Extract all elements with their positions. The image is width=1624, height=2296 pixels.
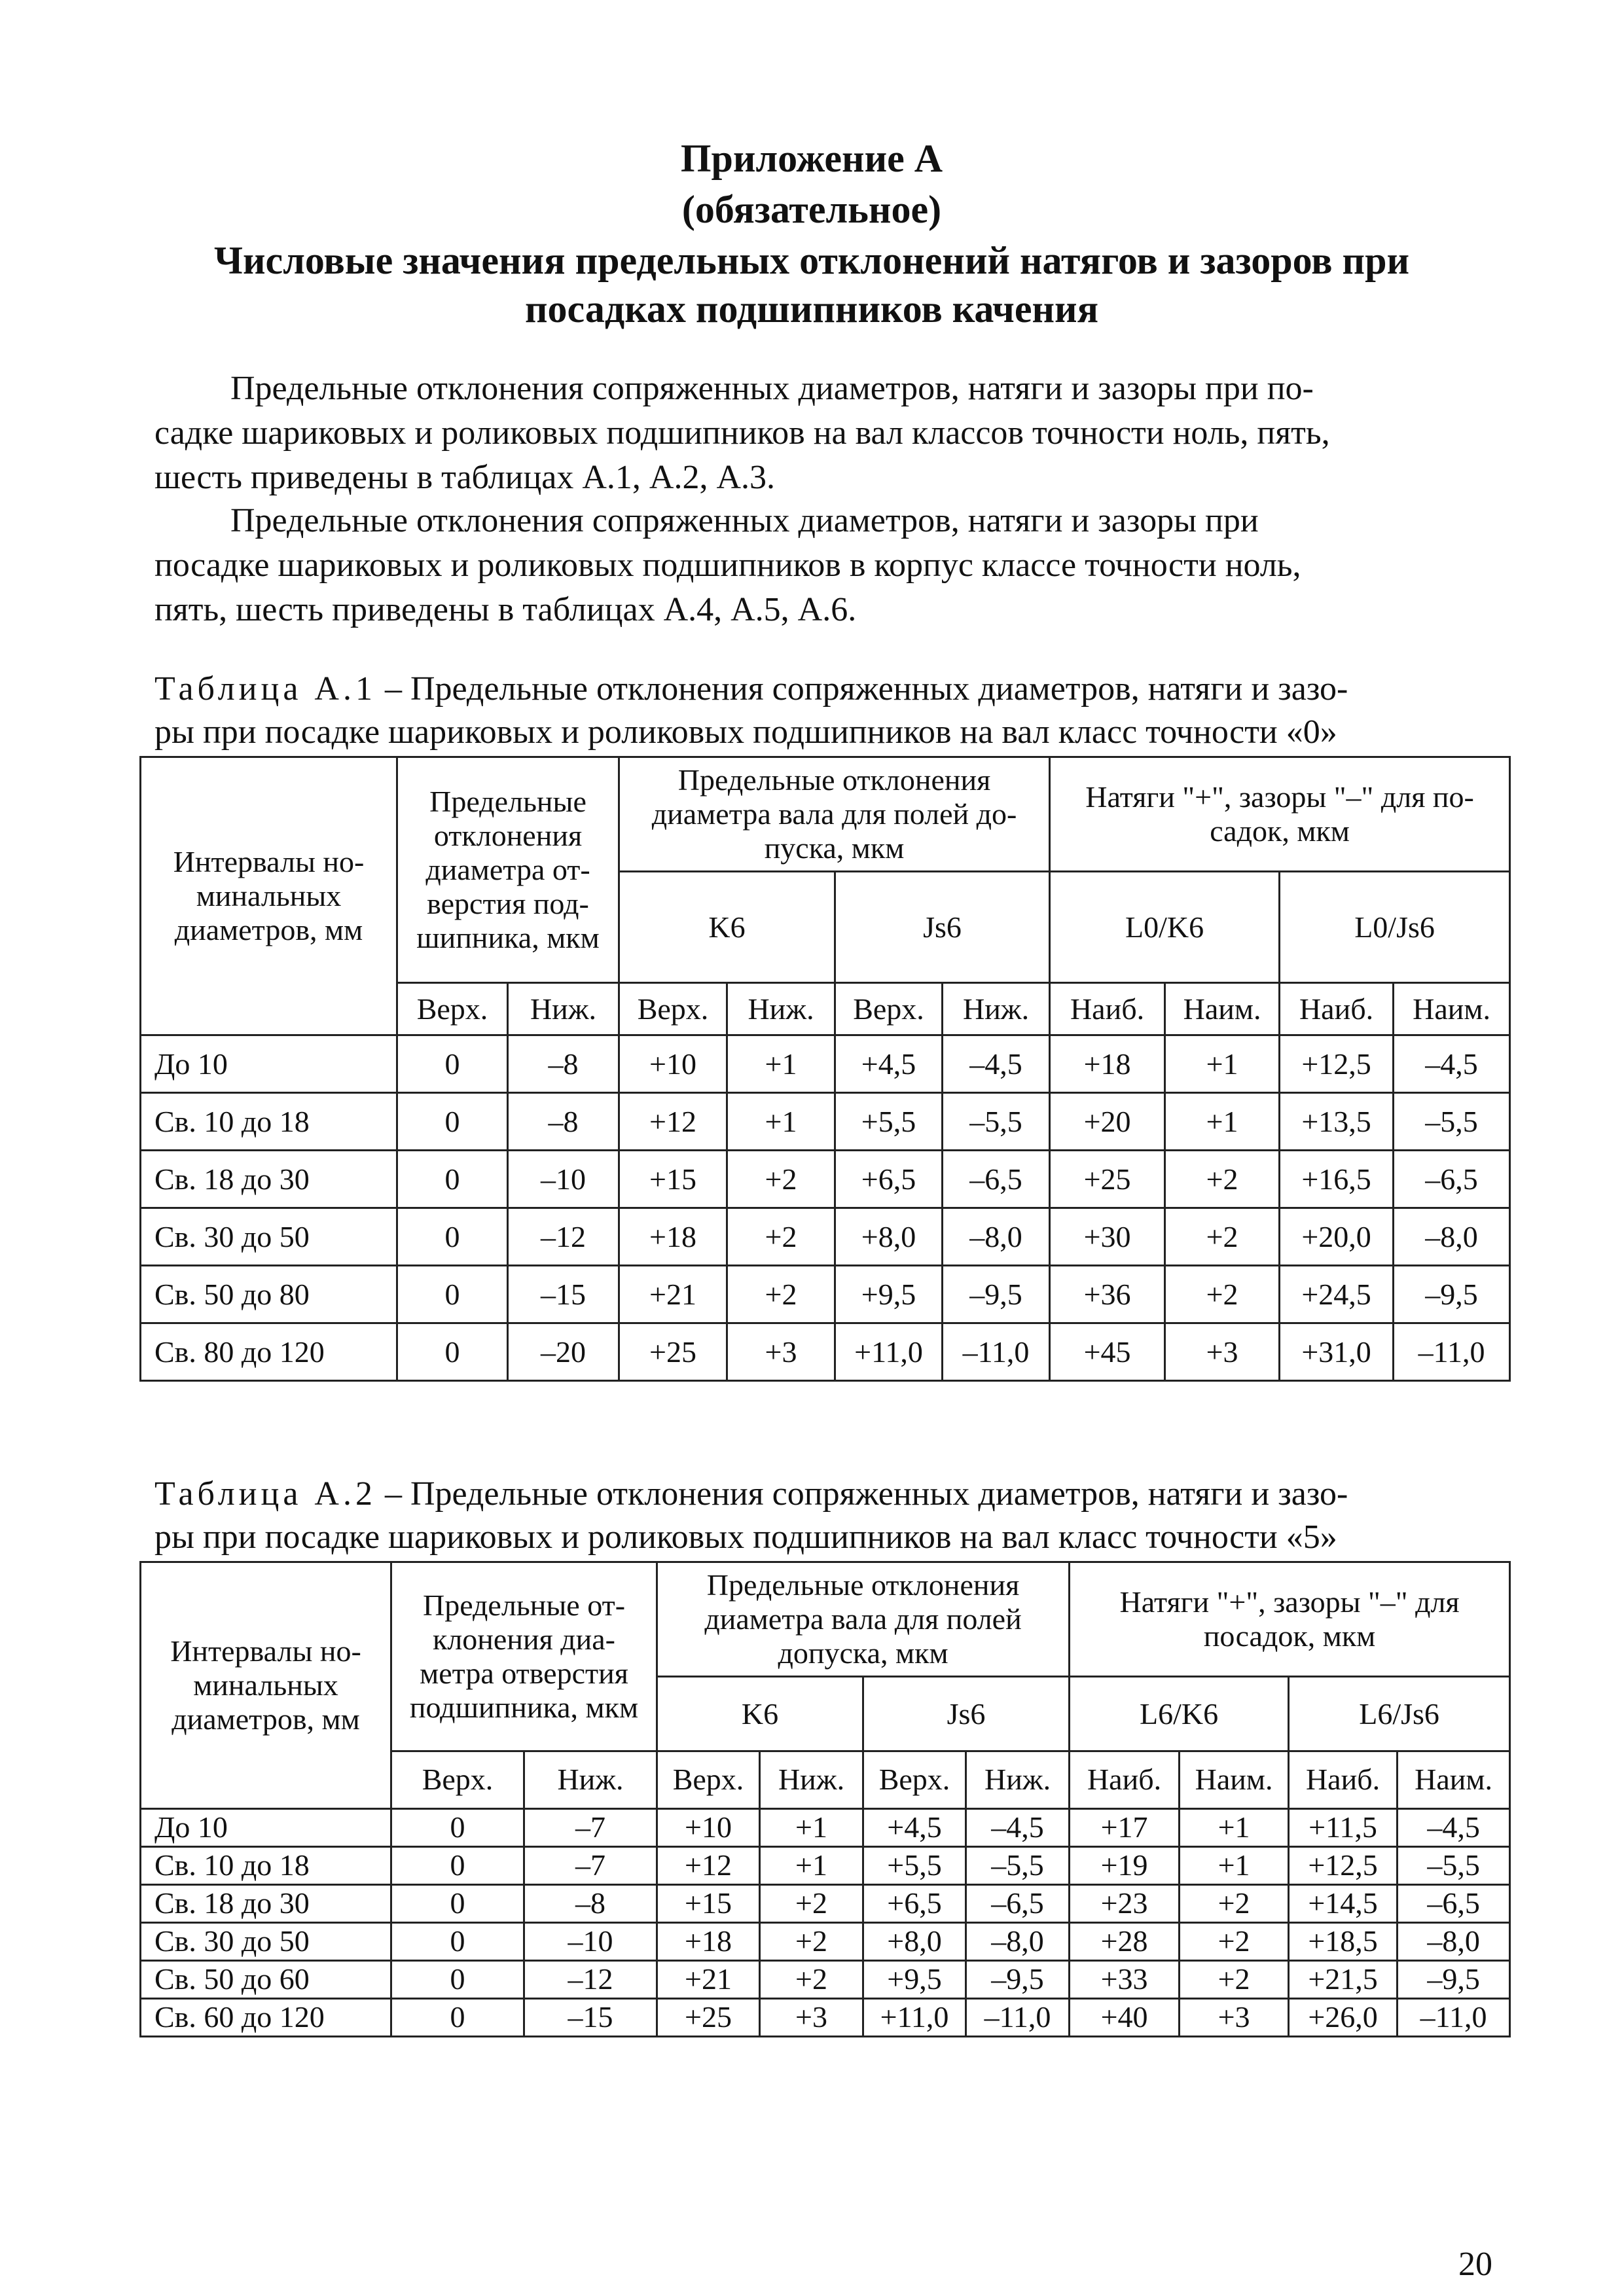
table-2-caption-line-2: ры при посадке шариковых и роликовых подшипников на вал класс точности «5»: [154, 1518, 1337, 1556]
value-cell: +12,5: [1289, 1846, 1398, 1884]
fit-2-header: L0/Js6: [1280, 872, 1510, 983]
value-cell: +25: [657, 1998, 760, 2036]
table-row: [141, 1960, 1510, 1998]
table-1-caption: [154, 668, 1492, 754]
value-cell: +2: [1180, 1884, 1289, 1922]
upper-header: Верх.: [863, 1751, 966, 1808]
value-cell: –11,0: [966, 1998, 1070, 2036]
value-cell: –6,5: [966, 1884, 1070, 1922]
value-cell: +15: [619, 1151, 727, 1208]
value-cell: –11,0: [1394, 1323, 1510, 1381]
value-cell: –8,0: [943, 1208, 1050, 1266]
appendix-heading-line-2: посадках подшипников качения: [524, 287, 1099, 331]
upper-header: Верх.: [835, 983, 943, 1035]
value-cell: +11,5: [1289, 1808, 1398, 1846]
value-cell: +13,5: [1280, 1093, 1394, 1151]
table-1-caption-line-1: [154, 668, 1492, 711]
table-row: [141, 1808, 1510, 1846]
value-cell: +2: [760, 1884, 863, 1922]
value-cell: +2: [1180, 1922, 1289, 1960]
min-header: Наим.: [1394, 983, 1510, 1035]
max-header: Наиб.: [1280, 983, 1394, 1035]
value-cell: +2: [727, 1151, 835, 1208]
value-cell: +2: [727, 1208, 835, 1266]
value-cell: –6,5: [1398, 1884, 1510, 1922]
value-cell: –5,5: [1398, 1846, 1510, 1884]
value-cell: +2: [1180, 1960, 1289, 1998]
paragraph-line: пять, шесть приведены в таблицах А.4, А.5, А.6.: [154, 591, 857, 628]
value-cell: +45: [1050, 1323, 1165, 1381]
table-row: [141, 1884, 1510, 1922]
value-cell: –5,5: [1394, 1093, 1510, 1151]
value-cell: +30: [1050, 1208, 1165, 1266]
value-cell: –6,5: [943, 1151, 1050, 1208]
value-cell: +3: [1180, 1998, 1289, 2036]
value-cell: –5,5: [943, 1093, 1050, 1151]
fit-1-header: L0/K6: [1050, 872, 1280, 983]
value-cell: –4,5: [1394, 1035, 1510, 1093]
value-cell: +21,5: [1289, 1960, 1398, 1998]
value-cell: –6,5: [1394, 1151, 1510, 1208]
value-cell: +21: [619, 1266, 727, 1323]
value-cell: 0: [397, 1266, 508, 1323]
value-cell: –7: [524, 1808, 657, 1846]
js6-header: Js6: [863, 1677, 1070, 1751]
value-cell: 0: [397, 1151, 508, 1208]
value-cell: +18: [1050, 1035, 1165, 1093]
value-cell: +2: [1165, 1208, 1280, 1266]
value-cell: +12,5: [1280, 1035, 1394, 1093]
value-cell: +8,0: [863, 1922, 966, 1960]
value-cell: +1: [1165, 1093, 1280, 1151]
value-cell: +25: [1050, 1151, 1165, 1208]
upper-header: Верх.: [657, 1751, 760, 1808]
table-1: [139, 756, 1511, 1382]
lower-header: Ниж.: [508, 983, 619, 1035]
interval-cell: Св. 30 до 50: [141, 1208, 397, 1266]
value-cell: +26,0: [1289, 1998, 1398, 2036]
interval-cell: Св. 50 до 60: [141, 1960, 391, 1998]
table-row: [141, 1323, 1510, 1381]
value-cell: +2: [727, 1266, 835, 1323]
appendix-title: Приложение А: [680, 137, 943, 180]
value-cell: 0: [391, 1846, 524, 1884]
interval-cell: Св. 30 до 50: [141, 1922, 391, 1960]
value-cell: –8,0: [966, 1922, 1070, 1960]
page-number: 20: [1458, 2246, 1492, 2283]
value-cell: +11,0: [835, 1323, 943, 1381]
value-cell: 0: [397, 1035, 508, 1093]
interval-cell: Св. 18 до 30: [141, 1151, 397, 1208]
intro-paragraph-2: [154, 499, 1492, 632]
appendix-subtitle: (обязательное): [681, 188, 942, 231]
value-cell: +17: [1070, 1808, 1180, 1846]
value-cell: –11,0: [1398, 1998, 1510, 2036]
interval-cell: Св. 80 до 120: [141, 1323, 397, 1381]
value-cell: +31,0: [1280, 1323, 1394, 1381]
value-cell: +5,5: [835, 1093, 943, 1151]
fit-1-header: L6/K6: [1070, 1677, 1289, 1751]
value-cell: –7: [524, 1846, 657, 1884]
table-row: [141, 1093, 1510, 1151]
table-row: [141, 1035, 1510, 1093]
value-cell: +28: [1070, 1922, 1180, 1960]
js6-header: Js6: [835, 872, 1050, 983]
table-2-caption-line-1: [154, 1473, 1492, 1516]
value-cell: –8: [524, 1884, 657, 1922]
value-cell: +3: [1165, 1323, 1280, 1381]
value-cell: +3: [760, 1998, 863, 2036]
value-cell: 0: [397, 1093, 508, 1151]
bore-deviation-header: Предельные отклонения диаметра от-верстия под-шипника, мкм: [397, 757, 619, 983]
table-2-label: Таблица А.2: [154, 1475, 376, 1513]
fit-2-header: L6/Js6: [1289, 1677, 1510, 1751]
value-cell: +1: [1180, 1808, 1289, 1846]
k6-header: K6: [619, 872, 835, 983]
value-cell: +1: [760, 1846, 863, 1884]
value-cell: +33: [1070, 1960, 1180, 1998]
value-cell: +10: [657, 1808, 760, 1846]
value-cell: +3: [727, 1323, 835, 1381]
value-cell: 0: [391, 1884, 524, 1922]
lower-header: Ниж.: [760, 1751, 863, 1808]
lower-header: Ниж.: [966, 1751, 1070, 1808]
value-cell: +16,5: [1280, 1151, 1394, 1208]
interval-cell: Св. 10 до 18: [141, 1093, 397, 1151]
value-cell: 0: [391, 1808, 524, 1846]
table-row: [141, 1266, 1510, 1323]
value-cell: –10: [524, 1922, 657, 1960]
interval-cell: Св. 10 до 18: [141, 1846, 391, 1884]
value-cell: –9,5: [1394, 1266, 1510, 1323]
value-cell: +2: [1165, 1151, 1280, 1208]
value-cell: +21: [657, 1960, 760, 1998]
value-cell: 0: [397, 1323, 508, 1381]
value-cell: –12: [508, 1208, 619, 1266]
table-row: [141, 1846, 1510, 1884]
interval-cell: Св. 18 до 30: [141, 1884, 391, 1922]
interval-cell: До 10: [141, 1808, 391, 1846]
value-cell: –12: [524, 1960, 657, 1998]
value-cell: +15: [657, 1884, 760, 1922]
value-cell: +6,5: [835, 1151, 943, 1208]
value-cell: 0: [391, 1960, 524, 1998]
fits-header: Натяги "+", зазоры "–" для посадок, мкм: [1070, 1562, 1510, 1677]
min-header: Наим.: [1165, 983, 1280, 1035]
table-1-caption-text: – Предельные отклонения сопряженных диаметров, натяги и зазо-: [376, 670, 1348, 708]
shaft-deviation-header: Предельные отклонения диаметра вала для полей допуска, мкм: [657, 1562, 1070, 1677]
value-cell: +25: [619, 1323, 727, 1381]
max-header: Наиб.: [1289, 1751, 1398, 1808]
k6-header: K6: [657, 1677, 863, 1751]
max-header: Наиб.: [1050, 983, 1165, 1035]
table-2-caption: [154, 1473, 1492, 1559]
table-2-caption-text: – Предельные отклонения сопряженных диаметров, натяги и зазо-: [376, 1475, 1348, 1513]
value-cell: +1: [1180, 1846, 1289, 1884]
value-cell: +18: [619, 1208, 727, 1266]
appendix-heading-line-1: Числовые значения предельных отклонений натягов и зазоров при: [213, 239, 1410, 282]
value-cell: –4,5: [1398, 1808, 1510, 1846]
table-row: [141, 1922, 1510, 1960]
value-cell: +2: [1165, 1266, 1280, 1323]
value-cell: –8: [508, 1093, 619, 1151]
value-cell: –20: [508, 1323, 619, 1381]
value-cell: +24,5: [1280, 1266, 1394, 1323]
table-row: [141, 1998, 1510, 2036]
lower-header: Ниж.: [727, 983, 835, 1035]
interval-cell: Св. 60 до 120: [141, 1998, 391, 2036]
intro-paragraph-1: [154, 367, 1492, 500]
value-cell: –9,5: [966, 1960, 1070, 1998]
value-cell: +1: [1165, 1035, 1280, 1093]
value-cell: +12: [657, 1846, 760, 1884]
table-2-body: [141, 1808, 1510, 2036]
table-1-label: Таблица А.1: [154, 670, 376, 708]
value-cell: +2: [760, 1922, 863, 1960]
value-cell: +8,0: [835, 1208, 943, 1266]
interval-cell: До 10: [141, 1035, 397, 1093]
table-1-caption-line-2: ры при посадке шариковых и роликовых подшипников на вал класс точности «0»: [154, 713, 1337, 751]
value-cell: +1: [760, 1808, 863, 1846]
value-cell: –15: [524, 1998, 657, 2036]
value-cell: +19: [1070, 1846, 1180, 1884]
value-cell: +1: [727, 1093, 835, 1151]
value-cell: +6,5: [863, 1884, 966, 1922]
value-cell: +18,5: [1289, 1922, 1398, 1960]
value-cell: +36: [1050, 1266, 1165, 1323]
bore-deviation-header: Предельные от-клонения диа-метра отверстия подшипника, мкм: [391, 1562, 657, 1751]
interval-header: Интервалы но-минальных диаметров, мм: [141, 1562, 391, 1809]
table-row: [141, 1151, 1510, 1208]
value-cell: –10: [508, 1151, 619, 1208]
paragraph-line: Предельные отклонения сопряженных диаметров, натяги и зазоры при: [230, 502, 1259, 539]
table-2: [139, 1561, 1511, 2037]
value-cell: +11,0: [863, 1998, 966, 2036]
value-cell: +14,5: [1289, 1884, 1398, 1922]
table-1-body: [141, 1035, 1510, 1381]
lower-header: Ниж.: [943, 983, 1050, 1035]
interval-cell: Св. 50 до 80: [141, 1266, 397, 1323]
value-cell: –8,0: [1394, 1208, 1510, 1266]
upper-header: Верх.: [391, 1751, 524, 1808]
value-cell: –9,5: [1398, 1960, 1510, 1998]
max-header: Наиб.: [1070, 1751, 1180, 1808]
value-cell: +20: [1050, 1093, 1165, 1151]
paragraph-line: посадке шариковых и роликовых подшипников в корпус классе точности ноль,: [154, 547, 1301, 584]
min-header: Наим.: [1398, 1751, 1510, 1808]
value-cell: +20,0: [1280, 1208, 1394, 1266]
value-cell: –9,5: [943, 1266, 1050, 1323]
value-cell: +5,5: [863, 1846, 966, 1884]
fits-header: Натяги "+", зазоры "–" для по-садок, мкм: [1050, 757, 1510, 872]
shaft-deviation-header: Предельные отклонения диаметра вала для полей до-пуска, мкм: [619, 757, 1050, 872]
paragraph-line: Предельные отклонения сопряженных диаметров, натяги и зазоры при по-: [230, 370, 1314, 407]
value-cell: +9,5: [835, 1266, 943, 1323]
value-cell: +18: [657, 1922, 760, 1960]
value-cell: +4,5: [863, 1808, 966, 1846]
value-cell: +10: [619, 1035, 727, 1093]
value-cell: –8,0: [1398, 1922, 1510, 1960]
lower-header: Ниж.: [524, 1751, 657, 1808]
value-cell: +1: [727, 1035, 835, 1093]
value-cell: –4,5: [966, 1808, 1070, 1846]
value-cell: +4,5: [835, 1035, 943, 1093]
value-cell: +40: [1070, 1998, 1180, 2036]
value-cell: –5,5: [966, 1846, 1070, 1884]
value-cell: –15: [508, 1266, 619, 1323]
value-cell: +12: [619, 1093, 727, 1151]
value-cell: +23: [1070, 1884, 1180, 1922]
value-cell: 0: [397, 1208, 508, 1266]
value-cell: 0: [391, 1998, 524, 2036]
value-cell: –8: [508, 1035, 619, 1093]
upper-header: Верх.: [397, 983, 508, 1035]
value-cell: –11,0: [943, 1323, 1050, 1381]
table-row: [141, 1208, 1510, 1266]
interval-header: Интервалы но-минальных диаметров, мм: [141, 757, 397, 1035]
min-header: Наим.: [1180, 1751, 1289, 1808]
paragraph-line: садке шариковых и роликовых подшипников на вал классов точности ноль, пять,: [154, 414, 1330, 452]
value-cell: 0: [391, 1922, 524, 1960]
value-cell: +9,5: [863, 1960, 966, 1998]
upper-header: Верх.: [619, 983, 727, 1035]
value-cell: +2: [760, 1960, 863, 1998]
paragraph-line: шесть приведены в таблицах А.1, А.2, А.3.: [154, 459, 776, 496]
value-cell: –4,5: [943, 1035, 1050, 1093]
